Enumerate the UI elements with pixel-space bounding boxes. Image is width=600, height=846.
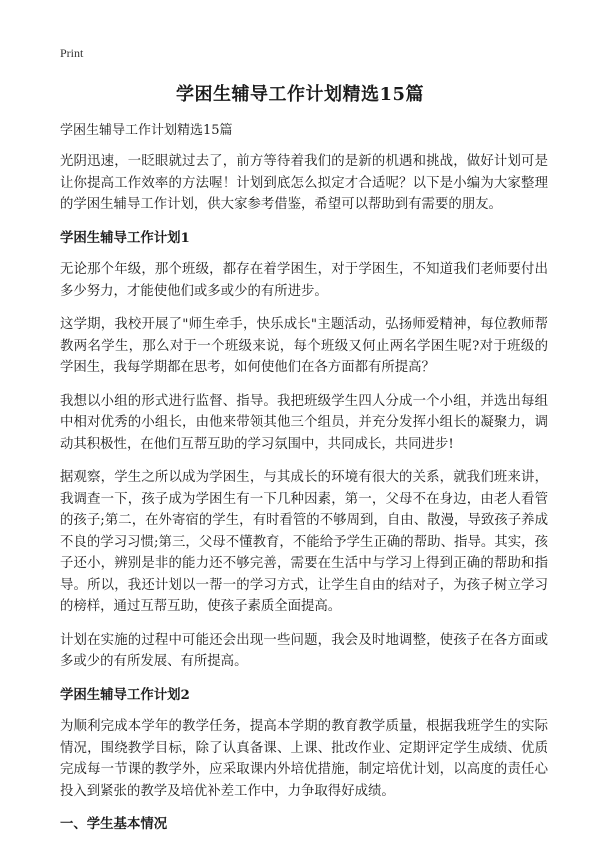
body-paragraph: 无论那个年级，那个班级，都存在着学困生，对于学困生，不知道我们老师要付出多少努力，才能使他们或多或少的有所进步。 (60, 262, 548, 299)
section-heading: 学困生辅导工作计划1 (60, 229, 190, 246)
document-body (60, 151, 548, 846)
body-paragraph: 据观察，学生之所以成为学困生，与其成长的环境有很大的关系，就我们班来讲，我调查一下，孩子成为学困生有一下几种因素，第一，父母不在身边，由老人看管的孩子;第二，在外寄宿的学生，有时看管的不够周到，自由、散漫，导致孩子养成不良的学习习惯;第三，父母不懂教育，不能给予学生正确的帮助、指导。其实，孩子还小，辨别是非的能力还不够完善，需要在生活中与学习上得到正确的帮助和指导。所以，我还计划以一帮一的学习方式，让学生自由的结对子，为孩子树立学习的榜样，通过互帮互助，使孩子素质全面提高。 (60, 470, 548, 614)
body-paragraph: 光阴迅速，一眨眼就过去了，前方等待着我们的是新的机遇和挑战，做好计划可是让你提高工作效率的方法喔！计划到底怎么拟定才合适呢？以下是小编为大家整理的学困生辅导工作计划，供大家参考借鉴，希望可以帮助到有需要的朋友。 (60, 154, 548, 212)
document-subtitle: 学困生辅导工作计划精选15篇 (60, 123, 233, 138)
print-link[interactable]: Print (60, 46, 84, 60)
body-paragraph: 为顺利完成本学年的教学任务，提高本学期的教育教学质量，根据我班学生的实际情况，围绕教学目标，除了认真备课、上课、批改作业、定期评定学生成绩、优质完成每一节课的教学外，应采取课内外培优措施，制定培优计划，以高度的责任心投入到紧张的教学及培优补差工作中，力争取得好成绩。 (60, 719, 548, 799)
section-heading: 学困生辅导工作计划2 (60, 686, 190, 703)
page-title: 学困生辅导工作计划精选15篇 (175, 84, 425, 105)
section-heading: 一、学生基本情况 (60, 816, 168, 832)
body-paragraph: 计划在实施的过程中可能还会出现一些问题，我会及时地调整，使孩子在各方面或多或少的有所发展、有所提高。 (60, 632, 548, 669)
body-paragraph: 这学期，我校开展了"师生牵手，快乐成长"主题活动，弘扬师爱精神，每位教师帮教两名学生，那么对于一个班级来说，每个班级又何止两名学困生呢?对于班级的学困生，我每学期都在思考，如何使他们在各方面都有所提高？ (60, 317, 548, 375)
body-paragraph: 我想以小组的形式进行监督、指导。我把班级学生四人分成一个小组，并选出每组中相对优秀的小组长，由他来带领其他三个组员，并充分发挥小组长的凝聚力，调动其积极性，在他们互帮互助的学习氛围中，共同成长，共同进步! (60, 393, 548, 452)
